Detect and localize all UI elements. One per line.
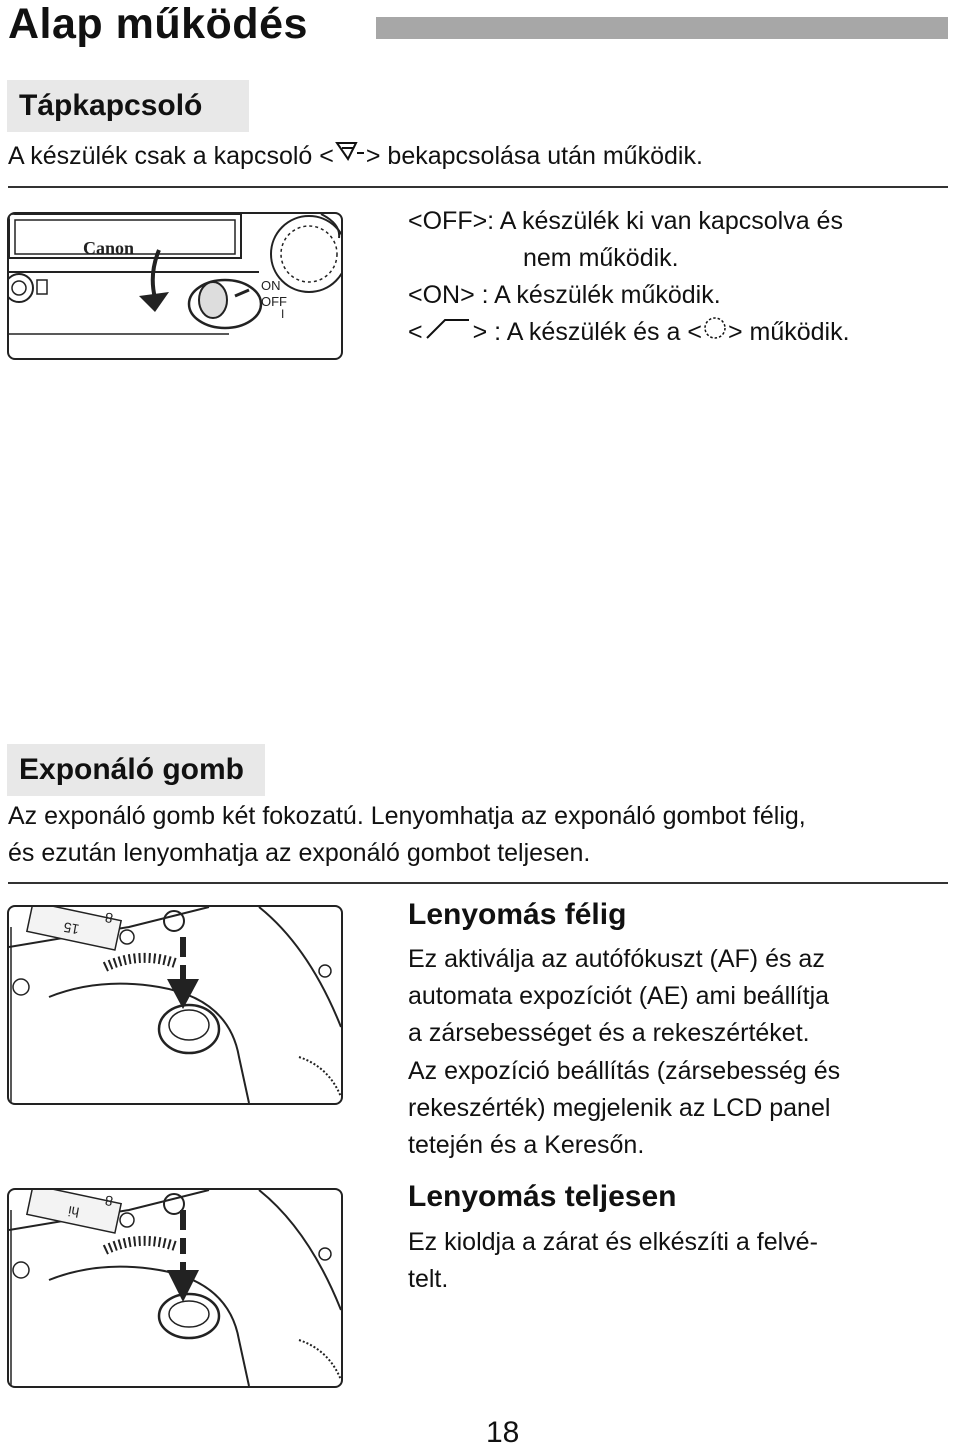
divider <box>8 882 948 884</box>
state-off-key: <OFF>: <box>408 207 495 235</box>
half-press-line: tetején és a Keresőn. <box>408 1131 645 1159</box>
power-switch-icon <box>334 139 366 176</box>
lcd-display-value-2: 8 <box>103 1192 115 1210</box>
power-switch-illustration <box>7 212 343 360</box>
state-dial-key-before: < <box>408 318 423 347</box>
brand-logo: Canon <box>83 238 135 258</box>
state-off-text: A készülék ki van kapcsolva és <box>499 207 843 235</box>
full-press-title: Lenyomás teljesen <box>408 1180 677 1213</box>
shutter-intro-line2: és ezután lenyomhatja az exponáló gombot teljesen. <box>8 839 591 867</box>
half-press-title: Lenyomás félig <box>408 898 627 931</box>
page-number: 18 <box>486 1416 520 1449</box>
page-title: Alap működés <box>8 0 308 48</box>
switch-label-off: OFF <box>261 294 287 309</box>
state-dial-key-after: > : <box>472 318 502 347</box>
switch-label-on: ON <box>261 278 281 293</box>
half-press-line: Az expozíció beállítás (zársebesség és <box>408 1057 841 1085</box>
state-off-text-cont: nem működik. <box>523 244 679 272</box>
switch-label-mark: I <box>281 307 285 321</box>
quick-control-dial-icon <box>702 315 728 352</box>
half-press-line: rekeszérték) megjelenik az LCD panel <box>408 1094 831 1122</box>
state-dial-text-after: > működik. <box>727 318 850 347</box>
half-press-line: a zársebességet és a rekeszértéket. <box>408 1019 810 1047</box>
section-heading-shutter-button: Exponáló gomb <box>7 744 265 796</box>
title-bar <box>376 17 948 39</box>
power-switch-intro <box>8 138 703 176</box>
half-press-illustration <box>7 905 343 1105</box>
lcd-display-value: hi <box>66 1202 81 1221</box>
state-dial <box>408 314 850 353</box>
state-on <box>408 277 721 314</box>
power-switch-intro-after: > bekapcsolása után működik. <box>365 142 703 170</box>
full-press-illustration <box>7 1188 343 1388</box>
shutter-intro-line1: Az exponáló gomb két fokozatú. Lenyomhatja az exponáló gombot félig, <box>8 802 806 830</box>
state-on-key: <ON> : <box>408 281 489 309</box>
section-heading-power-switch: Tápkapcsoló <box>7 80 249 132</box>
divider <box>8 186 948 188</box>
half-press-line: Ez aktiválja az autófókuszt (AF) és az <box>408 945 825 973</box>
half-press-line: automata expozíciót (AE) ami beállítja <box>408 982 830 1010</box>
power-switch-intro-before: A készülék csak a kapcsoló < <box>8 142 334 170</box>
dial-line-icon <box>423 314 473 353</box>
full-press-line: telt. <box>408 1265 449 1293</box>
full-press-line: Ez kioldja a zárat és elkészíti a felvé- <box>408 1228 818 1256</box>
state-on-text: A készülék működik. <box>494 281 721 309</box>
state-dial-text-before: A készülék és a < <box>506 318 702 347</box>
lcd-display-value: 15 <box>62 919 81 938</box>
state-off <box>408 203 843 240</box>
lcd-display-value-2: 8 <box>103 909 115 927</box>
